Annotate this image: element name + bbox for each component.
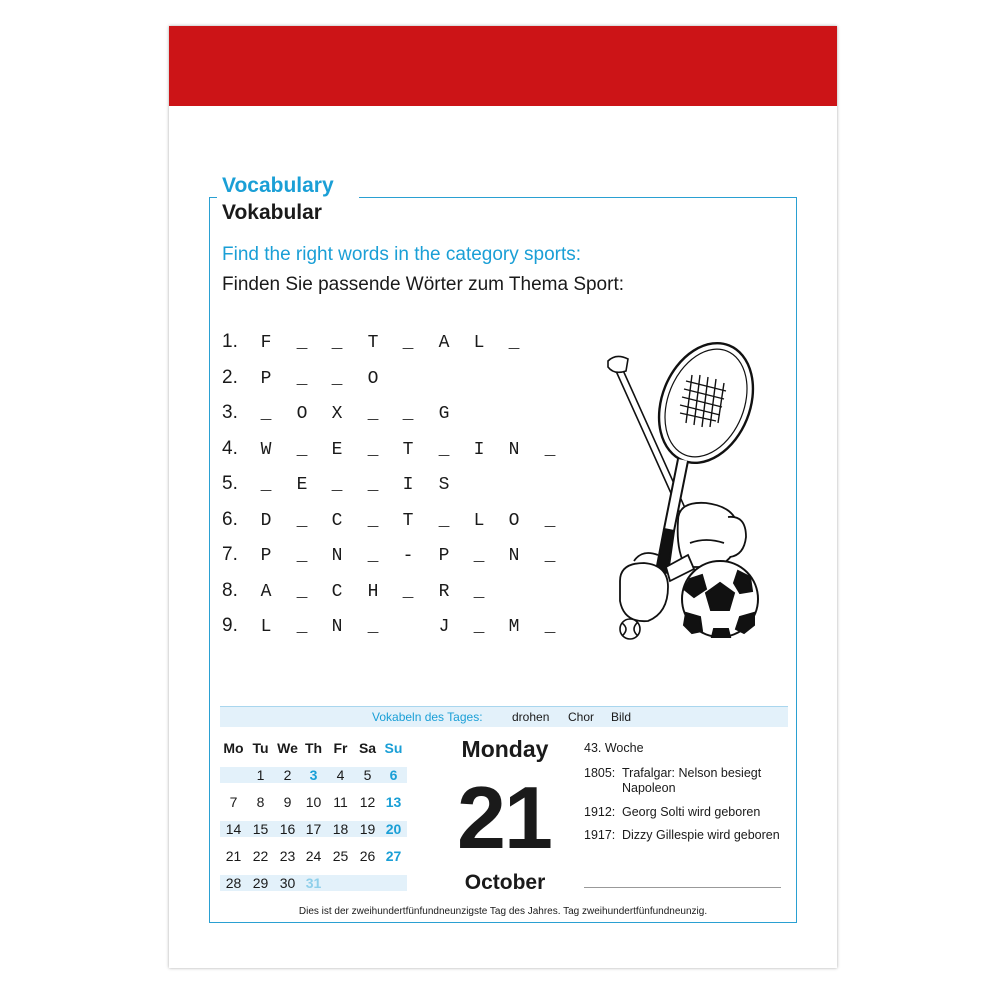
words-of-the-day-bar xyxy=(220,706,788,727)
puzzle-letter: N xyxy=(508,546,520,566)
puzzle-letter: _ xyxy=(296,510,308,531)
puzzle-letter: O xyxy=(296,404,308,424)
calendar-day: 16 xyxy=(279,821,296,837)
word-of-day: Chor xyxy=(568,710,595,724)
puzzle-letter: _ xyxy=(296,439,308,460)
calendar-day: 3 xyxy=(309,767,318,783)
puzzle-letter: A xyxy=(438,333,450,353)
event-text: Georg Solti wird geboren xyxy=(622,805,761,819)
puzzle-letter: _ xyxy=(331,368,343,389)
calendar-day: 29 xyxy=(252,875,269,891)
calendar-weekday-header: Th xyxy=(304,740,323,756)
event-text: Dizzy Gillespie wird geboren xyxy=(622,828,780,842)
calendar-week-row xyxy=(220,848,407,864)
calendar-day: 18 xyxy=(332,821,349,837)
soccer-ball-icon xyxy=(682,561,758,637)
calendar-day: 25 xyxy=(332,848,349,864)
calendar-weekday-header: Tu xyxy=(252,740,269,756)
calendar-day: 4 xyxy=(336,767,345,783)
tennis-ball-icon xyxy=(620,619,640,639)
event-year: 1917: xyxy=(584,828,616,842)
puzzle-letter: W xyxy=(260,439,272,460)
puzzle-letter: F xyxy=(260,333,272,353)
puzzle-letter: N xyxy=(331,546,343,566)
puzzle-letter: M xyxy=(508,617,520,637)
puzzle-letter: _ xyxy=(367,439,379,460)
calendar-day: 24 xyxy=(305,848,322,864)
puzzle-letter: A xyxy=(260,581,272,602)
puzzle-letter: _ xyxy=(438,510,450,531)
puzzle-number: 1. xyxy=(222,331,238,352)
calendar-day: 26 xyxy=(359,848,376,864)
calendar-weekday-header: Mo xyxy=(223,740,244,756)
calendar-week-row xyxy=(220,794,407,810)
puzzle-letter: N xyxy=(331,617,343,637)
puzzle-letter: _ xyxy=(296,617,308,637)
puzzle-letter: I xyxy=(402,475,414,495)
puzzle-letter: I xyxy=(473,439,485,460)
puzzle-letter: P xyxy=(260,546,272,566)
notes-line xyxy=(584,887,781,888)
weekday-label: Monday xyxy=(461,736,549,762)
calendar-day: 13 xyxy=(385,794,402,810)
calendar-day: 14 xyxy=(225,821,242,837)
puzzle-letter: _ xyxy=(367,617,379,637)
puzzle-letter: _ xyxy=(473,617,485,637)
puzzle-number: 8. xyxy=(222,579,238,601)
puzzle-letter: O xyxy=(508,510,520,531)
calendar-day: 28 xyxy=(225,875,242,891)
calendar-week-row xyxy=(220,767,407,783)
puzzle-letter: L xyxy=(473,333,485,353)
puzzle-letter: S xyxy=(438,475,450,495)
puzzle-letter: _ xyxy=(367,546,379,566)
puzzle-letter: E xyxy=(331,439,343,460)
calendar-day: 20 xyxy=(385,821,402,837)
puzzle-number: 5. xyxy=(222,473,238,494)
word-of-day: Bild xyxy=(611,710,632,724)
puzzle-letter: _ xyxy=(296,546,308,566)
puzzle-letter: D xyxy=(260,510,272,531)
puzzle-number: 3. xyxy=(222,402,238,423)
word-of-day: drohen xyxy=(512,710,550,724)
calendar-page xyxy=(169,26,837,968)
puzzle-number: 4. xyxy=(222,437,238,459)
puzzle-letter: P xyxy=(260,368,272,389)
title-german: Vokabular xyxy=(222,201,322,224)
puzzle-letter: _ xyxy=(544,439,556,460)
puzzle-letter: - xyxy=(402,546,414,566)
puzzle-letter: _ xyxy=(544,617,556,637)
puzzle-letter: _ xyxy=(473,546,485,566)
calendar-day: 30 xyxy=(279,875,296,891)
puzzle-letter: L xyxy=(260,617,272,637)
event-year: 1912: xyxy=(584,805,616,819)
calendar-day: 21 xyxy=(225,848,242,864)
sports-illustration xyxy=(606,331,776,641)
puzzle-letter: _ xyxy=(367,475,379,495)
puzzle-letter: _ xyxy=(544,546,556,566)
puzzle-letter: _ xyxy=(296,581,308,602)
puzzle-letter: _ xyxy=(331,475,343,495)
instruction-english: Find the right words in the category sports: xyxy=(222,244,582,265)
puzzle-letter: _ xyxy=(367,404,379,424)
day-of-year-footer: Dies ist der zweihundertfünfundneunzigste Tag des Jahres. Tag zweihundertfünfundneunzig. xyxy=(298,906,708,917)
puzzle-letter: _ xyxy=(260,475,272,495)
puzzle-letter: _ xyxy=(438,439,450,460)
calendar-day: 10 xyxy=(305,794,322,810)
puzzle-letter: J xyxy=(438,617,450,637)
calendar-day: 11 xyxy=(333,794,348,810)
calendar-day: 1 xyxy=(256,767,265,783)
calendar-day: 7 xyxy=(229,794,238,810)
puzzle-letter: C xyxy=(331,581,343,602)
calendar-day: 6 xyxy=(389,767,398,783)
event-year: 1805: xyxy=(584,766,616,780)
calendar-day: 19 xyxy=(359,821,376,837)
calendar-day: 17 xyxy=(305,821,322,837)
calendar-day: 8 xyxy=(256,794,265,810)
puzzle-letter: T xyxy=(402,510,414,531)
puzzle-letter: _ xyxy=(402,581,414,602)
puzzle-letter: H xyxy=(367,581,379,602)
week-number: 43. Woche xyxy=(584,741,644,755)
calendar-weekday-header: Sa xyxy=(358,740,377,756)
instruction-german: Finden Sie passende Wörter zum Thema Sport: xyxy=(222,274,625,295)
puzzle-letter: _ xyxy=(367,510,379,531)
calendar-day: 31 xyxy=(305,875,322,891)
puzzle-letter: X xyxy=(331,404,343,424)
words-of-the-day-label: Vokabeln des Tages: xyxy=(372,710,483,724)
day-number: 21 xyxy=(457,768,551,867)
puzzle-letter: O xyxy=(367,368,379,389)
puzzle-number: 2. xyxy=(222,366,238,388)
event-text: Trafalgar: Nelson besiegt Napoleon xyxy=(622,766,762,795)
red-header-bar xyxy=(169,26,837,106)
puzzle-letter: _ xyxy=(402,404,414,424)
puzzle-letter: P xyxy=(438,546,450,566)
calendar-day: 23 xyxy=(279,848,296,864)
calendar-week-row xyxy=(220,821,407,837)
calendar-day: 12 xyxy=(359,794,376,810)
puzzle-letter: _ xyxy=(544,510,556,531)
puzzle-letter: _ xyxy=(402,333,414,353)
puzzle-number: 6. xyxy=(222,508,238,530)
title-english: Vocabulary xyxy=(222,174,334,197)
calendar-day: 27 xyxy=(385,848,402,864)
puzzle-letter: G xyxy=(438,404,450,424)
puzzle-letter: _ xyxy=(508,333,520,353)
calendar-weekday-header: We xyxy=(277,740,298,756)
puzzle-number: 7. xyxy=(222,544,238,565)
calendar-day: 9 xyxy=(283,794,292,810)
puzzle-number: 9. xyxy=(222,615,238,636)
month-label: October xyxy=(464,871,546,894)
puzzle-letter: _ xyxy=(260,404,272,424)
puzzle-letter: T xyxy=(402,439,414,460)
calendar-weekday-header: Fr xyxy=(333,740,348,756)
puzzle-letter: _ xyxy=(473,581,485,602)
puzzle-letter: T xyxy=(367,333,379,353)
calendar-day: 22 xyxy=(252,848,269,864)
puzzle-letter: C xyxy=(331,510,343,531)
puzzle-letter: L xyxy=(473,510,485,531)
puzzle-letter: _ xyxy=(331,333,343,353)
calendar-week-row xyxy=(220,875,407,891)
puzzle-letter: N xyxy=(508,439,520,460)
calendar-day: 15 xyxy=(252,821,269,837)
calendar-day: 2 xyxy=(283,767,292,783)
puzzle-letter: _ xyxy=(296,333,308,353)
calendar-day: 5 xyxy=(363,767,372,783)
puzzle-letter: R xyxy=(438,581,450,602)
puzzle-letter: _ xyxy=(296,368,308,389)
puzzle-letter: E xyxy=(296,475,308,495)
calendar-weekday-header: Su xyxy=(384,740,403,756)
